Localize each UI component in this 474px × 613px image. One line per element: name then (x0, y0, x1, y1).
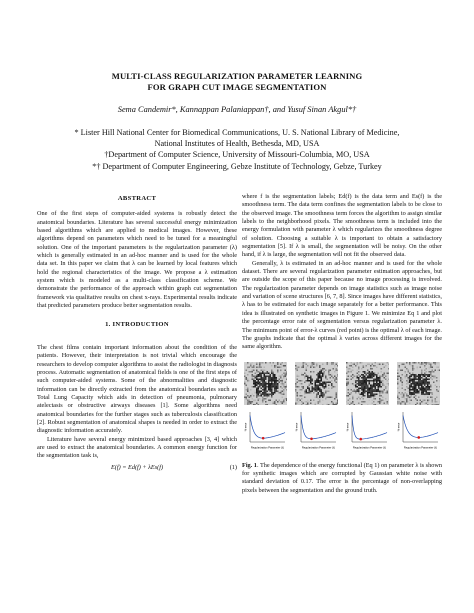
figure-caption (242, 462, 442, 495)
svg-text:Regularization Parameter (λ): Regularization Parameter (λ) (352, 446, 387, 450)
svg-text:Regularization Parameter (λ): Regularization Parameter (λ) (250, 446, 285, 450)
body-paragraph: Generally, λ is estimated in an ad-hoc manner and is used for the whole dataset. There are several regularization parameter estimation approaches, but are outside the scope of this paper because no image processing is involved. The regularization parameter depends on image statistics such as image noise and variation of scene structures [6, 7, 8]. Since images have different statistics, λ has to be estimated for each image separately for a better performance. This idea is illustrated on synthetic images in Figure 1. We minimize Eq 1 and plot the percentage error rate of segmentation versus regularization parameter λ. The minimum point of error-λ curves (red point) is the optimal λ of each image. The graphs indicate that the optimal λ varies across different images for the same algorithm. (242, 259, 442, 351)
left-column (37, 193, 237, 474)
synthetic-image-square (397, 362, 440, 405)
right-column (242, 193, 442, 495)
svg-text:Regularization Parameter (λ): Regularization Parameter (λ) (403, 446, 438, 450)
affiliations (30, 127, 444, 172)
equation-body: E(f) = Ed(f) + λEs(f) (110, 463, 164, 471)
affiliation-line: *† Department of Computer Engineering, Gebze Institute of Technology, Gebze, Turkey (92, 161, 382, 171)
paper-title (30, 71, 444, 93)
svg-text:% error: % error (244, 422, 248, 431)
author-list: Sema Candemir*, Kannappan Palaniappan†, and Yusuf Sinan Akgul*† (117, 105, 357, 114)
title-line: MULTI-CLASS REGULARIZATION PARAMETER LEARNING (111, 71, 363, 81)
svg-text:% error: % error (346, 422, 350, 431)
intro-paragraph: Literature have several energy minimized based approaches [3, 4] which are used to extract the anatomical boundaries. A common energy function for the segmentation task is, (37, 435, 237, 460)
caption-label: Fig. 1 (242, 461, 257, 469)
affiliation-line: National Institutes of Health, Bethesda, MD, USA (154, 139, 320, 149)
error-plot (346, 410, 389, 450)
error-plot (244, 410, 287, 450)
svg-text:% error: % error (397, 422, 401, 431)
svg-text:% error: % error (295, 422, 299, 431)
introduction-heading: 1. INTRODUCTION (105, 321, 169, 329)
intro-paragraph: The chest films contain important information about the condition of the patients. However, their interpretation is not trivial which encourage the researchers to develop computer algorithms to assist the radiologist in diagnosis process. Automatic segmentation of anatomical fields is one of the first steps of such computer-aided systems. Some of the abnormalities and diagnostic information can be directly extracted from the anatomical boundaries such as Total Lung Capacity which aids in detection of pneumonia, pulmonary atelectasis or obstructive airways diseases [1]. Some algorithms need anatomical boundaries for the further stages such as tuberculosis classification [2]. Robust segmentation of anatomical shapes is needed in order to extract the diagnostic information accurately. (37, 343, 237, 435)
error-plot (295, 410, 338, 450)
figure-1 (242, 362, 442, 458)
affiliation-line: * Lister Hill National Center for Biomedical Communications, U. S. National Library of Medicine, (74, 128, 400, 137)
affiliation-line: †Department of Computer Science, University of Missouri-Columbia, MO, USA (104, 150, 370, 160)
abstract-heading: ABSTRACT (117, 195, 157, 202)
caption-text: . The dependence of the energy functional (Eq 1) on parameter λ is shown for synthetic images which are corrupted by Gaussian white noise with standard deviation of 0.17. The error is the percentage of non-overlapping pixels between the segmentation and the ground truth. (242, 461, 442, 494)
equation-1 (37, 464, 237, 474)
synthetic-image-circle (244, 362, 287, 405)
equation-number: (1) (229, 463, 237, 471)
title-line: FOR GRAPH CUT IMAGE SEGMENTATION (147, 82, 327, 92)
synthetic-image-burst (346, 362, 389, 405)
abstract-text: One of the first steps of computer-aided systems is robustly detect the anatomical boundaries. Literature has several successful energy minimization based algorithms which are applied to medical images. However, these algorithms depend on parameters which need to be tuned for a meaningful solution. One of the important parameters is the regularization parameter (λ) which is generally estimated in an ad-hoc manner and is used for the whole data set. In this paper we claim that λ can be learned by local features which hold the regional characteristics of the image. We propose a λ estimation system which is modeled as a multi-class classification scheme. We demonstrate the performance of the approach within graph cut segmentation framework via qualitative results on chest x-rays. Experimental results indicate that predicted parameters produce better segmentation results. (37, 210, 237, 310)
synthetic-image-star (295, 362, 338, 405)
svg-text:Regularization Parameter (λ): Regularization Parameter (λ) (301, 446, 336, 450)
body-paragraph: where f is the segmentation labels; Ed(f) is the data term and Es(f) is the smoothness term. The data term confines the segmentation labels to be close to the observed image. The smoothness term forces the algorithm to assign similar labels to the neighborhood pixels. The smoothness term is included into the energy formulation with parameter λ which regularizes the smoothness degree of solution. Choosing a suitable λ is important to obtain a satisfactory segmentation [5]. If λ is small, the segmentation will be noisy. On the other hand, if λ is large, the segmentation will not fit the observed data. (242, 193, 442, 259)
error-plot (397, 410, 440, 450)
